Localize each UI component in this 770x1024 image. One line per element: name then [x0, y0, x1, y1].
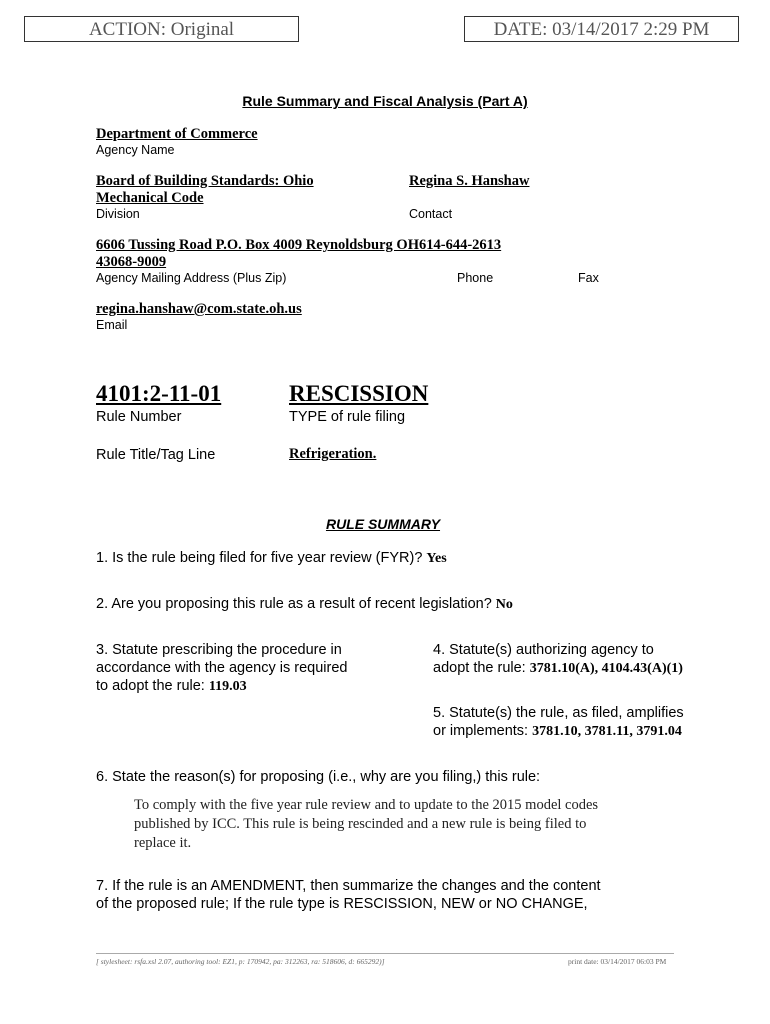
fax-label: Fax — [578, 271, 599, 285]
answer-6-line1: To comply with the five year rule review and to update to the 2015 model codes — [134, 797, 599, 813]
question-4-line1: 4. Statute(s) authorizing agency to — [433, 642, 654, 658]
footer-print-date: print date: 03/14/2017 06:03 PM — [568, 957, 667, 966]
rule-type-value: RESCISSION — [289, 381, 429, 406]
rule-title-label: Rule Title/Tag Line — [96, 447, 216, 463]
answer-3: 119.03 — [208, 679, 247, 694]
answer-5: 3781.10, 3781.11, 3791.04 — [532, 724, 682, 739]
footer-divider — [96, 953, 674, 954]
question-4-line2: adopt the rule: — [433, 660, 526, 676]
email-value: regina.hanshaw@com.state.oh.us — [96, 301, 302, 317]
question-3-line1: 3. Statute prescribing the procedure in — [96, 642, 342, 658]
question-2 — [96, 595, 513, 614]
question-4 — [433, 641, 683, 678]
question-1 — [96, 549, 447, 568]
footer-stylesheet-info: [ stylesheet: rsfa.xsl 2.07, authoring tool: EZ1, p: 170942, pa: 312263, ra: 518606, d: 665292)] — [96, 957, 385, 966]
action-box — [24, 16, 299, 42]
rule-number-value: 4101:2-11-01 — [96, 381, 222, 406]
phone-label: Phone — [457, 271, 494, 285]
question-7-line2: of the proposed rule; If the rule type is RESCISSION, NEW or NO CHANGE, — [96, 896, 588, 912]
rule-summary-heading: RULE SUMMARY — [325, 516, 441, 532]
division-value-line1: Board of Building Standards: Ohio — [96, 173, 314, 189]
rule-number-label: Rule Number — [96, 409, 182, 425]
email-label: Email — [96, 318, 128, 332]
division-label: Division — [96, 207, 140, 221]
contact-label: Contact — [409, 207, 453, 221]
division-value-line2: Mechanical Code — [96, 190, 204, 206]
question-5 — [433, 704, 684, 741]
answer-6 — [134, 796, 598, 853]
action-text: ACTION: Original — [88, 19, 235, 40]
question-7 — [96, 877, 601, 913]
address-value-line2: 43068-9009 — [96, 254, 167, 270]
question-5-line2: or implements: — [433, 723, 529, 739]
answer-6-line2: published by ICC. This rule is being rescinded and a new rule is being filed to — [134, 816, 587, 832]
question-1-text: 1. Is the rule being filed for five year review (FYR)? — [96, 550, 423, 566]
answer-2: No — [495, 597, 513, 612]
address-label: Agency Mailing Address (Plus Zip) — [96, 271, 287, 285]
agency-name-value: Department of Commerce — [96, 126, 258, 142]
rule-title-value: Refrigeration. — [289, 446, 377, 462]
document-title: Rule Summary and Fiscal Analysis (Part A) — [242, 93, 528, 109]
question-3-line2: accordance with the agency is required — [96, 660, 348, 676]
contact-value: Regina S. Hanshaw — [409, 173, 530, 189]
question-5-line1: 5. Statute(s) the rule, as filed, amplifies — [433, 705, 684, 721]
answer-6-line3: replace it. — [134, 835, 192, 851]
question-3-line3: to adopt the rule: — [96, 678, 205, 694]
rule-type-label: TYPE of rule filing — [289, 409, 406, 425]
agency-name-label: Agency Name — [96, 143, 175, 157]
question-7-line1: 7. If the rule is an AMENDMENT, then summarize the changes and the content — [96, 878, 601, 894]
answer-4: 3781.10(A), 4104.43(A)(1) — [529, 661, 683, 676]
question-3 — [96, 641, 347, 696]
date-text: DATE: 03/14/2017 2:29 PM — [493, 19, 710, 40]
question-6-text: 6. State the reason(s) for proposing (i.e., why are you filing,) this rule: — [96, 769, 541, 785]
answer-1: Yes — [426, 551, 447, 566]
address-value-line1: 6606 Tussing Road P.O. Box 4009 Reynoldsburg OH614-644-2613 — [96, 237, 502, 253]
question-2-text: 2. Are you proposing this rule as a result of recent legislation? — [96, 596, 492, 612]
date-box — [464, 16, 739, 42]
